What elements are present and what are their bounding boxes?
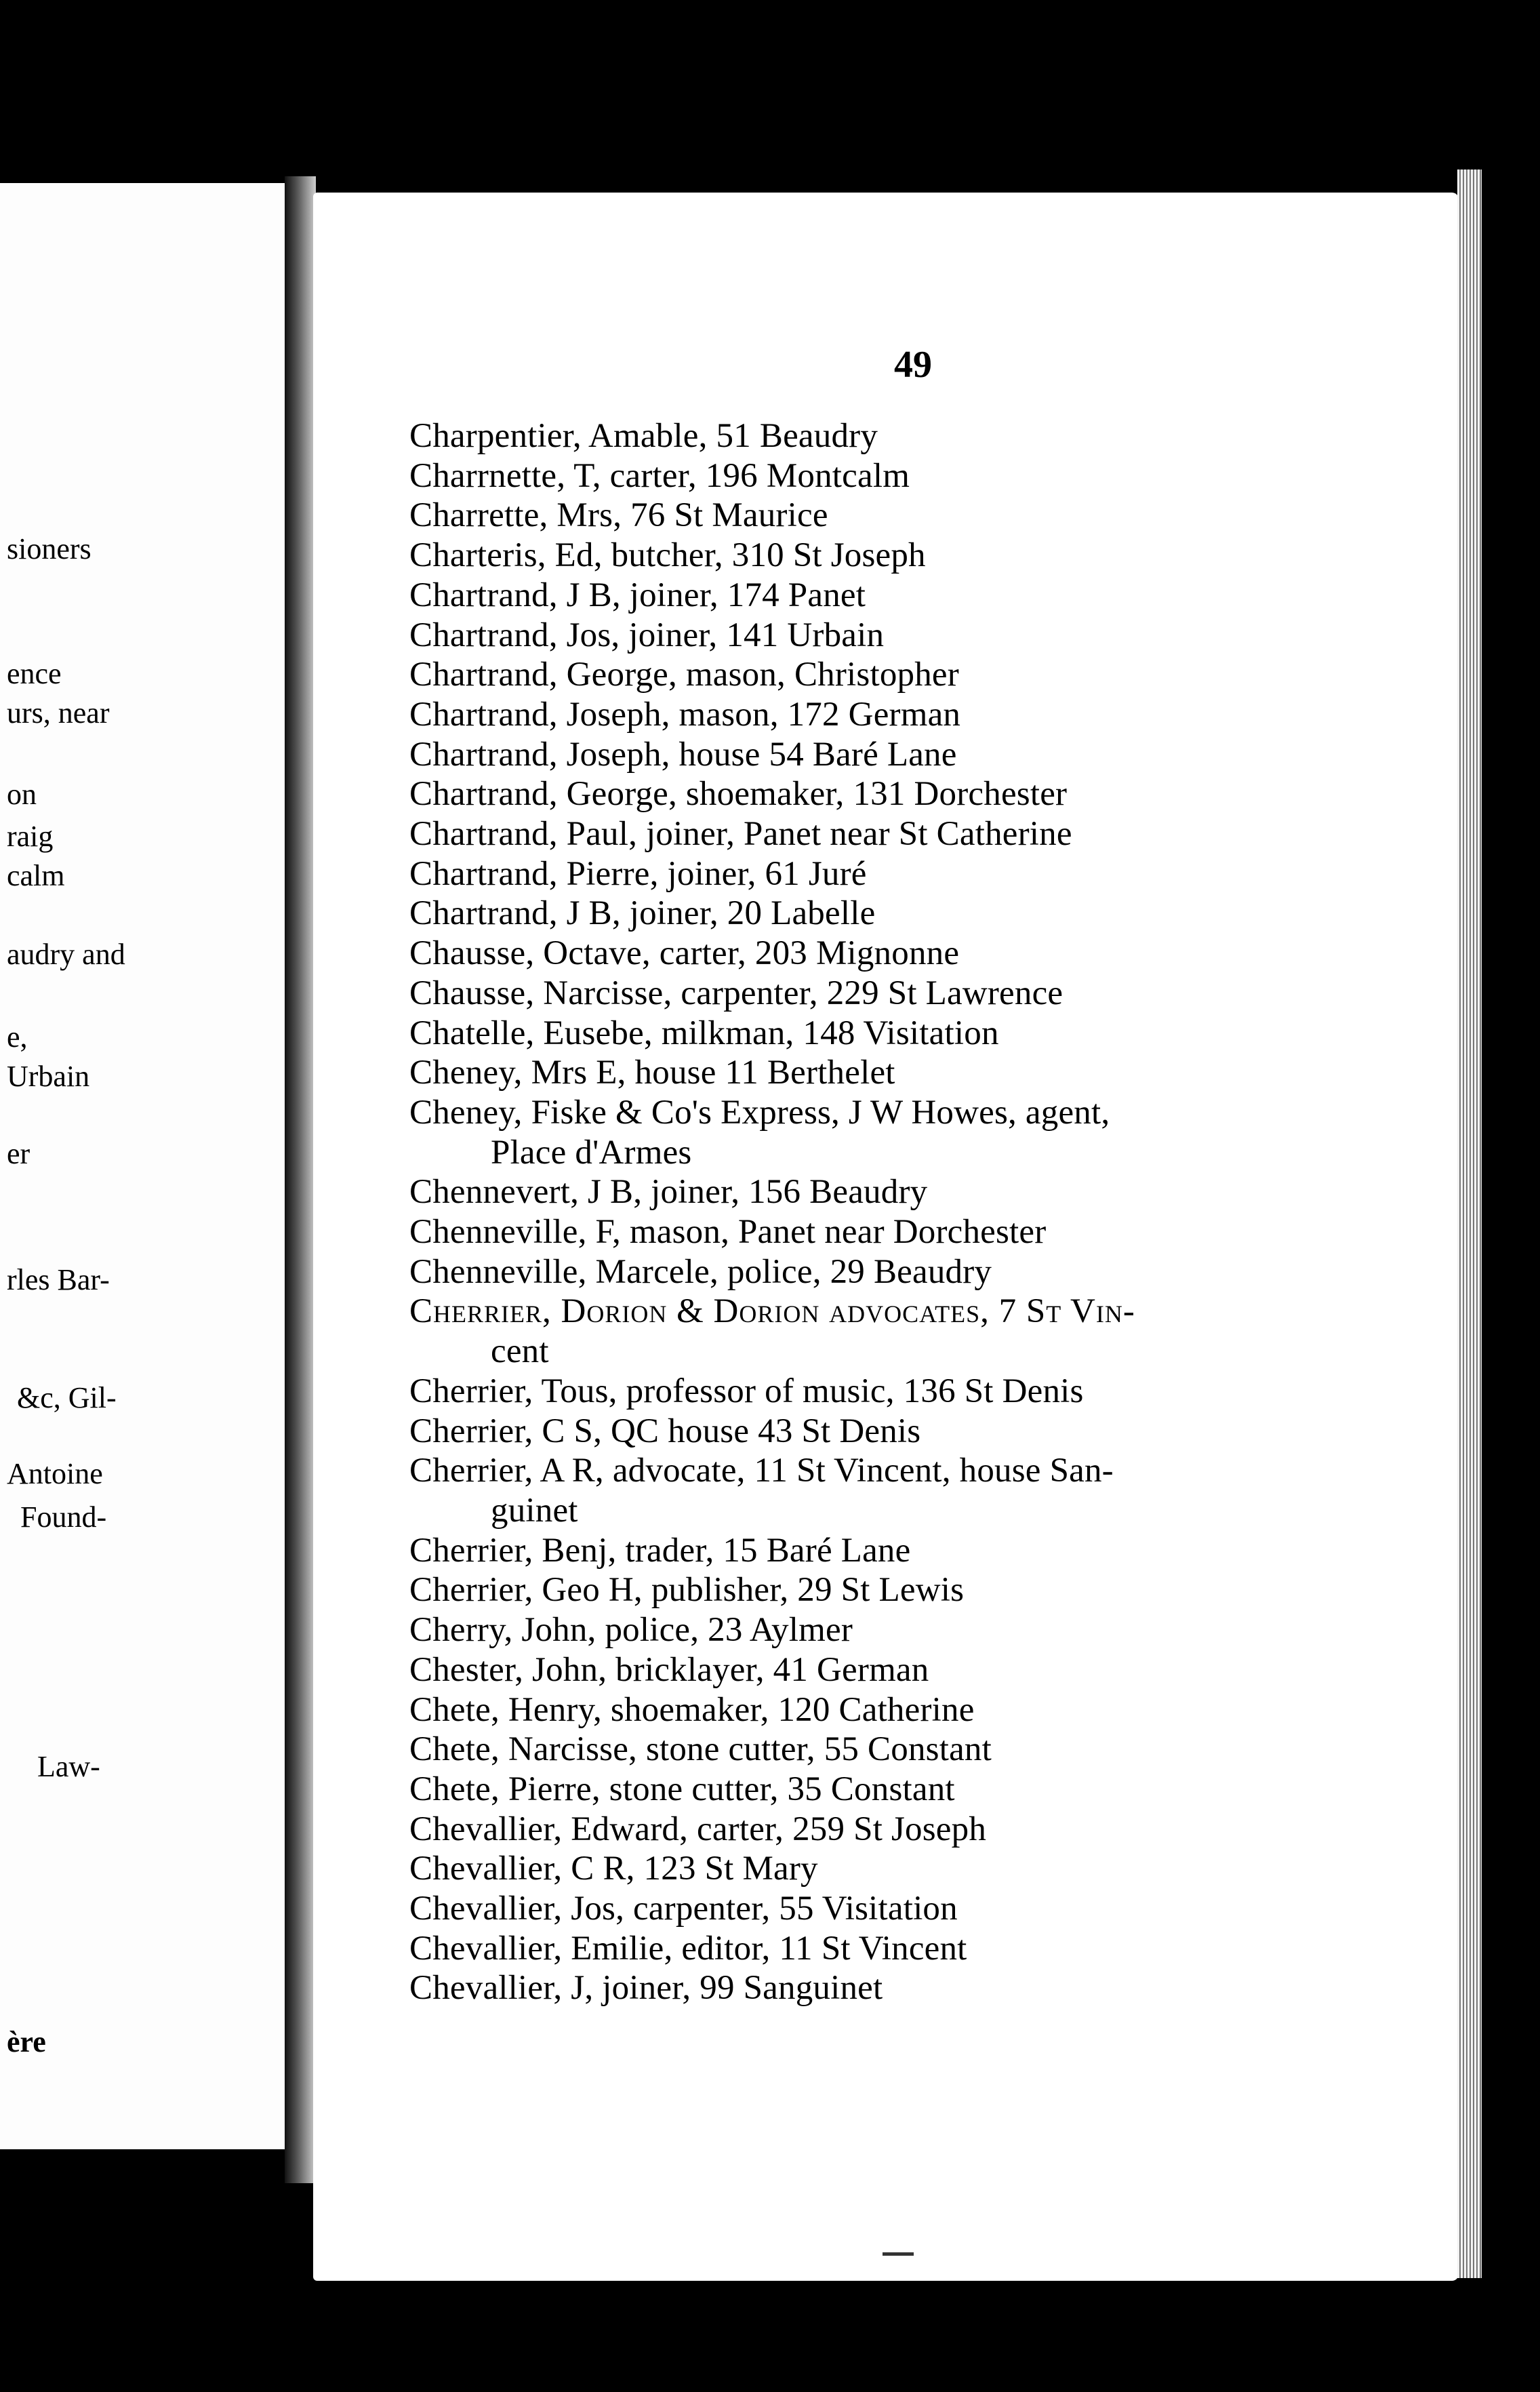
- left-fragment: Law-: [37, 1750, 100, 1783]
- directory-entry: Cheney, Mrs E, house 11 Berthelet: [409, 1054, 895, 1092]
- directory-entry: Chartrand, J B, joiner, 174 Panet: [409, 576, 866, 614]
- left-fragment: Found-: [20, 1500, 107, 1534]
- directory-entry: Charpentier, Amable, 51 Beaudry: [409, 417, 878, 455]
- directory-entry: Chennevert, J B, joiner, 156 Beaudry: [409, 1173, 928, 1212]
- directory-entry-continuation: Place d'Armes: [491, 1133, 692, 1172]
- directory-entry: Cherrier, Geo H, publisher, 29 St Lewis: [409, 1571, 965, 1610]
- directory-entry: Cherrier, Benj, trader, 15 Baré Lane: [409, 1531, 911, 1570]
- left-fragment: &c, Gil-: [17, 1381, 117, 1414]
- book-gutter: [285, 176, 316, 2183]
- footer-rule: [883, 2252, 914, 2256]
- directory-entry: Cherrier, C S, QC house 43 St Denis: [409, 1412, 921, 1450]
- directory-entry: Chausse, Octave, carter, 203 Mignonne: [409, 934, 960, 973]
- directory-entry: Chartrand, Paul, joiner, Panet near St Catherine: [409, 815, 1072, 854]
- directory-entry: Chartrand, Jos, joiner, 141 Urbain: [409, 616, 885, 654]
- directory-entry: Chete, Henry, shoemaker, 120 Catherine: [409, 1690, 975, 1729]
- directory-entry: Cherrier, A R, advocate, 11 St Vincent, house San-: [409, 1452, 1114, 1490]
- directory-entry: Chausse, Narcisse, carpenter, 229 St Lawrence: [409, 974, 1063, 1012]
- left-fragment: e,: [7, 1020, 28, 1054]
- page-stack-edge: [1457, 170, 1482, 2278]
- left-fragment: Antoine: [7, 1457, 103, 1490]
- directory-entry: Chartrand, Joseph, house 54 Baré Lane: [409, 735, 957, 774]
- directory-entry: Chevallier, Edward, carter, 259 St Joseph: [409, 1810, 987, 1848]
- left-fragment: audry and: [7, 938, 125, 971]
- directory-entry: Chenneville, F, mason, Panet near Dorchester: [409, 1213, 1047, 1252]
- left-fragment: ère: [7, 2025, 46, 2058]
- directory-entry: Chartrand, George, shoemaker, 131 Dorchester: [409, 775, 1068, 814]
- directory-entry-continuation: guinet: [491, 1491, 578, 1530]
- directory-entry: Chete, Pierre, stone cutter, 35 Constant: [409, 1770, 955, 1808]
- directory-entry: Chete, Narcisse, stone cutter, 55 Constant: [409, 1730, 992, 1769]
- left-fragment: ence: [7, 657, 62, 690]
- previous-page: [0, 183, 294, 2149]
- directory-entry: Chartrand, J B, joiner, 20 Labelle: [409, 894, 876, 933]
- directory-entry: Chevallier, J, joiner, 99 Sanguinet: [409, 1969, 883, 2008]
- directory-entry: Cherry, John, police, 23 Aylmer: [409, 1611, 853, 1650]
- left-fragment: urs, near: [7, 696, 110, 730]
- left-fragment: rles Bar-: [7, 1263, 110, 1296]
- directory-entry: Cherrier, Dorion & Dorion advocates, 7 St Vin-: [409, 1292, 1135, 1331]
- directory-entry-continuation: cent: [491, 1332, 549, 1371]
- directory-entry: Charteris, Ed, butcher, 310 St Joseph: [409, 536, 926, 575]
- directory-entry: Chartrand, Joseph, mason, 172 German: [409, 695, 961, 734]
- left-fragment: sioners: [7, 532, 92, 565]
- directory-page: [313, 193, 1459, 2281]
- directory-entry: Charrette, Mrs, 76 St Maurice: [409, 496, 828, 535]
- directory-entry: Chevallier, C R, 123 St Mary: [409, 1850, 818, 1888]
- directory-entry: Cherrier, Tous, professor of music, 136 St Denis: [409, 1372, 1084, 1410]
- directory-entry: Cheney, Fiske & Co's Express, J W Howes, agent,: [409, 1093, 1110, 1132]
- left-fragment: raig: [7, 820, 54, 853]
- directory-entry: Chevallier, Jos, carpenter, 55 Visitation: [409, 1890, 958, 1928]
- left-fragment: on: [7, 778, 37, 811]
- directory-entry: Chartrand, Pierre, joiner, 61 Juré: [409, 854, 867, 893]
- directory-entry: Chartrand, George, mason, Christopher: [409, 656, 959, 694]
- left-fragment: calm: [7, 859, 65, 892]
- directory-entry-list: [409, 416, 1440, 2008]
- left-fragment: er: [7, 1137, 31, 1170]
- left-fragment: Urbain: [7, 1060, 90, 1093]
- directory-entry: Chevallier, Emilie, editor, 11 St Vincent: [409, 1929, 967, 1968]
- directory-entry: Charrnette, T, carter, 196 Montcalm: [409, 456, 910, 495]
- directory-entry: Chenneville, Marcele, police, 29 Beaudry: [409, 1252, 992, 1291]
- directory-entry: Chatelle, Eusebe, milkman, 148 Visitation: [409, 1014, 999, 1052]
- directory-entry: Chester, John, bricklayer, 41 German: [409, 1650, 929, 1689]
- page-number: 49: [894, 344, 932, 386]
